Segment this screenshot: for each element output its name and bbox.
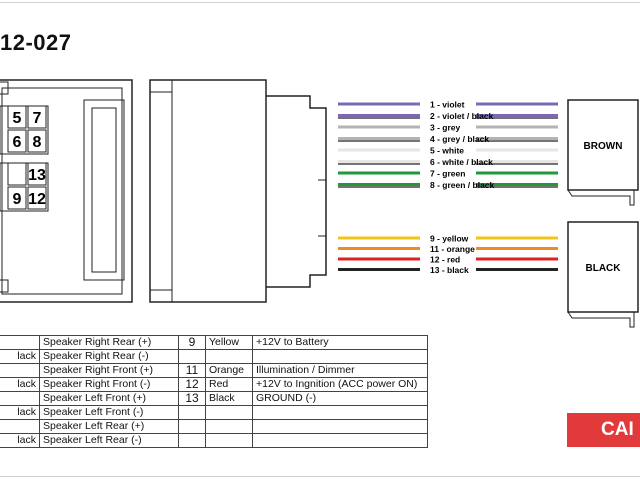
table-cell — [179, 406, 206, 420]
diagram-title: 12-027 — [0, 30, 72, 55]
plug-brown — [568, 100, 638, 205]
table-cell — [0, 420, 40, 434]
table-cell: Speaker Left Rear (-) — [40, 434, 179, 448]
table-cell — [179, 434, 206, 448]
wire-label: 4 - grey / black — [430, 134, 490, 144]
table-cell: lack — [0, 378, 40, 392]
pin-label-7: 7 — [32, 110, 42, 127]
table-cell — [0, 336, 40, 350]
table-row — [0, 406, 428, 420]
table-row — [0, 364, 428, 378]
wire-b-1 — [338, 244, 558, 254]
table-cell: Speaker Right Rear (+) — [40, 336, 179, 350]
table-cell: Speaker Left Front (+) — [40, 392, 179, 406]
table-cell — [0, 364, 40, 378]
wire-label: 11 - orange — [430, 244, 475, 254]
table-cell: Speaker Right Front (+) — [40, 364, 179, 378]
pin-label-13: 13 — [28, 167, 46, 184]
wire-label: 2 - violet / black — [430, 111, 494, 121]
wire-a-7 — [338, 180, 558, 190]
table-cell: lack — [0, 434, 40, 448]
wire-a-3 — [338, 134, 558, 144]
wire-a-2 — [338, 123, 558, 133]
table-cell: Speaker Left Front (-) — [40, 406, 179, 420]
pin-label-12: 12 — [28, 191, 46, 208]
pin-label-5: 5 — [12, 110, 22, 127]
wire-bundle — [338, 100, 558, 276]
table-cell — [179, 350, 206, 364]
table-row — [0, 378, 428, 392]
table-cell: +12V to Battery — [253, 336, 428, 350]
table-cell — [253, 420, 428, 434]
table-cell — [206, 434, 253, 448]
pin-label-8: 8 — [32, 134, 42, 151]
table-cell: 13 — [179, 392, 206, 406]
pin-grid — [8, 106, 46, 209]
table-cell — [253, 406, 428, 420]
wire-a-0 — [338, 100, 558, 110]
table-cell — [206, 406, 253, 420]
table-row — [0, 420, 428, 434]
table-cell: lack — [0, 350, 40, 364]
table-cell — [206, 350, 253, 364]
wire-a-1 — [338, 111, 558, 121]
wire-label: 6 - white / black — [430, 157, 493, 167]
plug-brown-label: BROWN — [583, 141, 623, 152]
wire-label: 12 - red — [430, 254, 461, 265]
wire-label: 13 - black — [430, 265, 469, 275]
wire-label: 8 - green / black — [430, 180, 495, 190]
table-cell: 12 — [179, 378, 206, 392]
table-row — [0, 392, 428, 406]
table-cell — [253, 350, 428, 364]
table-row — [0, 434, 428, 448]
table-cell: lack — [0, 406, 40, 420]
wire-b-2 — [338, 255, 558, 265]
table-cell: Illumination / Dimmer — [253, 364, 428, 378]
table-cell — [0, 392, 40, 406]
table-cell — [206, 420, 253, 434]
table-row — [0, 336, 428, 350]
wire-b-3 — [338, 265, 558, 275]
table-cell: 9 — [179, 336, 206, 350]
plug-black-label: BLACK — [585, 263, 621, 274]
table-cell — [253, 434, 428, 448]
pin-label-6: 6 — [12, 134, 22, 151]
connector-side-view — [150, 80, 326, 302]
table-cell: Yellow — [206, 336, 253, 350]
wire-label: 9 - yellow — [430, 233, 469, 244]
pin-label-9: 9 — [12, 191, 22, 208]
wire-label: 3 - grey — [430, 122, 461, 133]
plug-black — [568, 222, 638, 327]
wire-a-4 — [338, 146, 558, 156]
table-row — [0, 350, 428, 364]
table-cell — [179, 420, 206, 434]
wire-label: 7 - green — [430, 168, 466, 179]
table-cell: Speaker Right Front (-) — [40, 378, 179, 392]
table-cell: Black — [206, 392, 253, 406]
wire-label: 1 - violet — [430, 99, 465, 110]
table-cell: Speaker Right Rear (-) — [40, 350, 179, 364]
wire-b-0 — [338, 234, 558, 244]
bottom-rule — [0, 476, 640, 477]
table-cell: Orange — [206, 364, 253, 378]
brand-logo: CAI — [567, 413, 640, 447]
wire-a-5 — [338, 157, 558, 167]
wire-label: 5 - white — [430, 145, 465, 156]
table-cell: +12V to Ingnition (ACC power ON) — [253, 378, 428, 392]
table-cell: 11 — [179, 364, 206, 378]
table-cell: Red — [206, 378, 253, 392]
table-cell: Speaker Left Rear (+) — [40, 420, 179, 434]
pin-assignment-table — [0, 335, 428, 448]
table-cell: GROUND (-) — [253, 392, 428, 406]
wire-a-6 — [338, 169, 558, 179]
